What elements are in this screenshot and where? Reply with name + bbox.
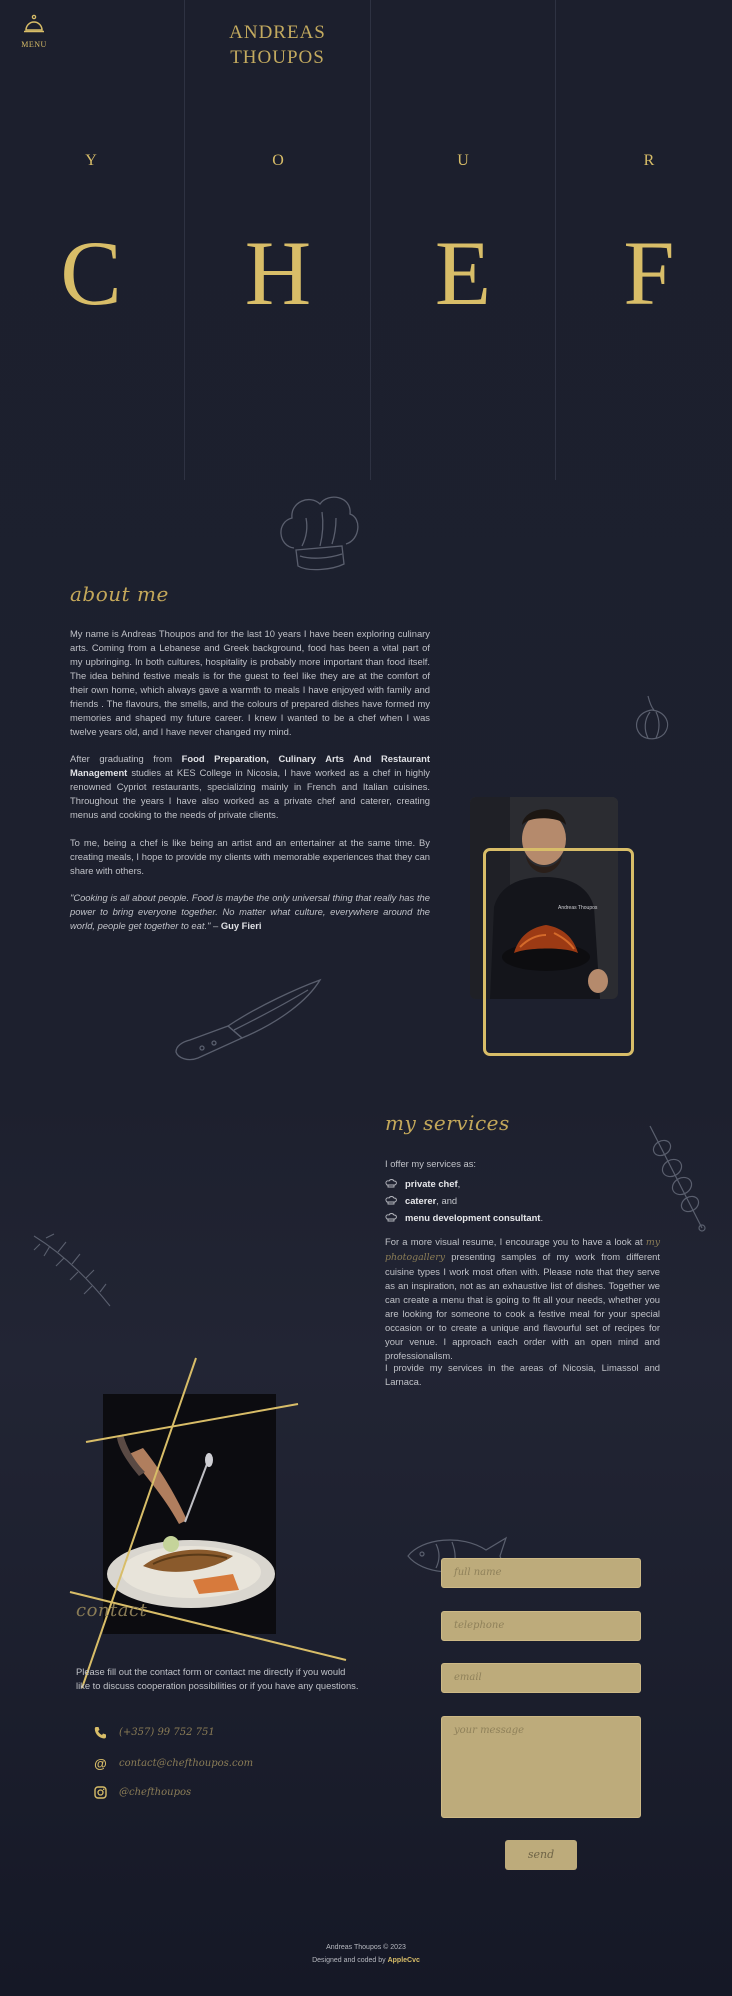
about-paragraph-2-text: After graduating from [70,753,182,764]
chef-hat-bullet-icon [385,1179,397,1188]
service-tail: , and [436,1195,458,1206]
services-title: my services [385,1111,510,1135]
email-placeholder: email [454,1672,482,1683]
chef-hat-bullet-icon [385,1196,397,1205]
contact-email[interactable] [94,1756,253,1771]
menu-button[interactable] [18,14,50,49]
services-paragraph-text: presenting samples of my work from different cuisine types I work most often with. Please note that they serve as an inspiration, not as an exhaustive list of dishes. Together we can create a menu that is going to fit all your needs, whether you are looking for someone to cook a festive meal for your special occasion or to create a unique and flavourful set of recipes for your venue. I approach each order with an open mind and professionalism. [385,1251,660,1361]
about-paragraph-1: My name is Andreas Thoupos and for the last 10 years I have been exploring culinary arts. Coming from a Lebanese and Greek background, food has been a vital part of my upbringing. In both cultures, hospitality is probably more important than food itself. The idea behind festive meals is for the guest to feel like they are at the comfort of their own home, which always gave a warmth to meals I have enjoyed with family and friends . The flavours, the smells, and the colours of prepared dishes have formed my memories and shaped my future career. I knew I wanted to be a chef when I was twelve years old, and I have never changed my mind. [70,628,430,737]
email-address: contact@chefthoupos.com [119,1758,254,1769]
hero-small-letter: O [272,152,284,169]
brand-line-2: THOUPOS [230,47,325,68]
instagram-handle: @chefthoupos [119,1787,192,1798]
contact-intro: Please fill out the contact form or contact me directly if you would like to discuss cooperation possibilities or if you have any questions. [76,1666,359,1691]
about-paragraph-2 [70,752,430,822]
brand-line-1: ANDREAS [229,22,326,43]
hero-divider-line [184,0,185,480]
service-name: menu development consultant [405,1212,541,1223]
message-placeholder: your message [454,1725,525,1736]
services-paragraph-text: For a more visual resume, I encourage you to have a look at [385,1236,646,1247]
service-item [385,1209,543,1226]
hero-small-letter: Y [85,152,97,169]
jacket-embroidery: Andreas Thoupos [558,905,598,911]
service-tail: . [540,1212,544,1223]
instagram-icon [94,1786,107,1799]
about-paragraph-2-text: studies at KES College in Nicosia, I have worked as a chef in highly renowned Cypriot restaurants, specializing mainly in French and Italian cuisines. Throughout the years I have also worked as a private chef and caterer, creating menus and cooking to the needs of private clients. [70,767,430,820]
services-intro: I offer my services as: [385,1158,476,1169]
telephone-placeholder: telephone [454,1620,505,1631]
knife-icon [168,978,324,1062]
chef-hat-icon [272,488,364,574]
hero-divider-line [370,0,371,480]
service-name: private chef [405,1178,458,1189]
footer-copyright: Andreas Thoupos © 2023 [326,1944,406,1951]
contact-phone[interactable] [94,1726,215,1739]
photogallery-link[interactable]: my photogallery [385,1237,660,1263]
brand-logo[interactable] [185,20,370,70]
service-bell-icon [23,14,45,34]
service-item [385,1175,543,1192]
quote-text: "Cooking is all about people. Food is maybe the only universal thing that really has the power to bring everyone together. No matter what culture, everywhere around the world, people get together to eat." [70,892,430,931]
service-item-text [405,1192,457,1209]
photo-gold-frame [483,848,634,1056]
decorative-gold-lines [60,1356,360,1696]
services-paragraph-1 [385,1235,660,1363]
service-tail: , [457,1178,461,1189]
service-item [385,1192,543,1209]
chef-hat-bullet-icon [385,1213,397,1222]
services-list [385,1175,543,1226]
contact-title: contact [76,1600,148,1621]
about-paragraph-3: To me, being a chef is like being an artist and an entertainer at the same time. By creating meals, I hope to provide my clients with memorable experiences that they can share with others. [70,837,430,876]
quote-author: Guy Fieri [220,920,262,931]
garlic-icon [628,692,672,742]
service-item-text [405,1175,460,1192]
phone-number: (+357) 99 752 751 [119,1727,215,1738]
email-input[interactable] [441,1663,641,1693]
contact-instagram[interactable] [94,1786,191,1799]
phone-icon [94,1726,107,1739]
footer-credits [0,1957,732,1964]
hero-big-letter: C [60,222,122,324]
rosemary-icon [30,1232,114,1310]
hero-big-letter: H [244,222,312,324]
at-sign-icon: @ [94,1756,107,1771]
hero-small-letter: R [643,152,655,169]
service-item-text [405,1209,543,1226]
services-paragraph-2: I provide my services in the areas of Nicosia, Limassol and Larnaca. [385,1362,660,1387]
skewer-icon [646,1124,708,1232]
hero-big-letter: F [623,222,675,324]
service-name: caterer [405,1195,437,1206]
about-title: about me [70,582,169,606]
menu-label: MENU [21,40,47,49]
send-button[interactable]: send [505,1840,577,1870]
about-quote [70,891,430,933]
full-name-input[interactable] [441,1558,641,1588]
message-textarea[interactable] [441,1716,641,1818]
full-name-placeholder: full name [454,1567,502,1578]
hero-big-letter: E [434,222,492,324]
designer-link[interactable]: AppleCvc [387,1957,420,1964]
footer-credits-prefix: Designed and coded by [312,1957,388,1964]
quote-separator: – [210,920,221,931]
hero-divider-line [555,0,556,480]
telephone-input[interactable] [441,1611,641,1641]
hero-small-letter: U [457,152,469,169]
studies-name: Food Preparation, Culinary Arts And Restaurant Management [70,753,430,778]
